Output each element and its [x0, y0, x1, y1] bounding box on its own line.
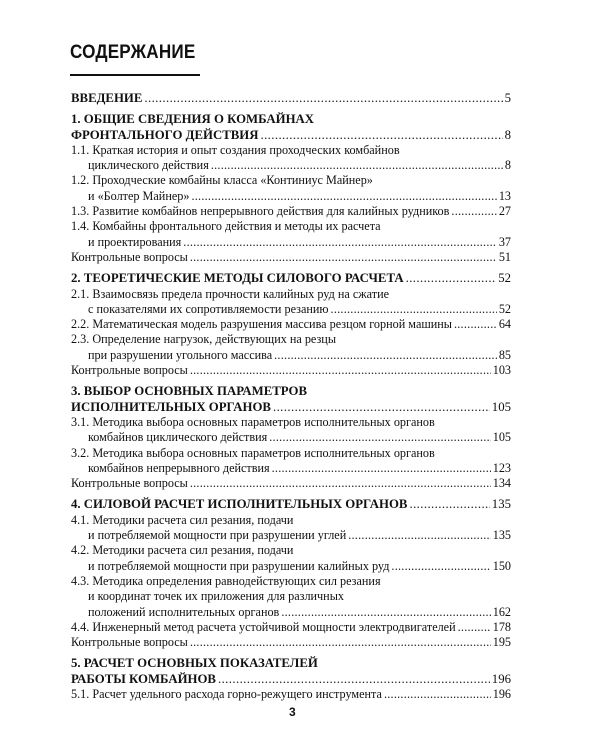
toc-entry-text: 2.3. Определение нагрузок, действующих на резцы	[71, 332, 337, 347]
toc-chapter-entry	[71, 112, 511, 143]
dot-leader	[348, 528, 491, 543]
toc-entry-text: 1.2. Проходческие комбайны класса «Континиус Майнер»	[71, 173, 373, 188]
toc-entry-text: 4.3. Методика определения равнодействующих сил резания	[71, 573, 381, 588]
toc-entry-text: ВВЕДЕНИЕ	[71, 91, 143, 105]
dot-leader	[218, 672, 490, 687]
toc-section-entry	[71, 513, 511, 544]
page-number: 3	[289, 705, 296, 719]
toc-entry-text: 2.1. Взаимосвязь предела прочности калийных руд на сжатие	[71, 286, 389, 301]
toc-page-number: 195	[492, 635, 511, 650]
toc-entry-text: и потребляемой мощности при разрушении калийных руд	[88, 558, 390, 573]
toc-section-entry	[71, 620, 511, 635]
toc-page-number: 135	[492, 528, 511, 543]
toc-entry-text: с показателями их сопротивляемости резанию	[88, 301, 329, 316]
dot-leader	[384, 687, 491, 702]
toc-entry-text: 4.1. Методики расчета сил резания, подачи	[71, 512, 294, 527]
page-heading: СОДЕРЖАНИЕ	[70, 42, 196, 63]
toc-section-entry	[71, 143, 511, 174]
dot-leader	[190, 476, 491, 491]
dot-leader	[273, 400, 490, 415]
dot-leader	[274, 348, 497, 363]
dot-leader	[454, 317, 497, 332]
toc-entry-text: и координат точек их приложения для различных	[88, 589, 344, 604]
dot-leader	[331, 302, 497, 317]
toc-chapter-entry	[71, 384, 511, 415]
toc-entry-text: 3.2. Методика выбора основных параметров исполнительных органов	[71, 445, 435, 460]
toc-page-number: 52	[498, 271, 511, 286]
toc-entry-text: 1. ОБЩИЕ СВЕДЕНИЯ О КОМБАЙНАХ	[71, 112, 315, 127]
toc-entry-text: Контрольные вопросы	[71, 249, 188, 264]
toc-entry-text: и проектирования	[88, 234, 182, 249]
toc-section-entry	[71, 446, 511, 477]
dot-leader	[451, 204, 496, 219]
toc-entry-text: комбайнов непрерывного действия	[88, 460, 270, 475]
dot-leader	[458, 620, 491, 635]
toc-page-number: 134	[492, 476, 511, 491]
toc-entry-text: и «Болтер Майнер»	[88, 188, 190, 203]
toc-review-entry	[71, 250, 511, 265]
toc-review-entry	[71, 635, 511, 650]
toc-entry-text: 5. РАСЧЕТ ОСНОВНЫХ ПОКАЗАТЕЛЕЙ	[71, 656, 318, 671]
toc-section-entry	[71, 204, 511, 219]
toc-page-number: 51	[498, 249, 511, 264]
toc-section-entry	[71, 687, 511, 702]
toc-entry-text: при разрушении угольного массива	[88, 347, 273, 362]
toc-entry-text: 4. СИЛОВОЙ РАСЧЕТ ИСПОЛНИТЕЛЬНЫХ ОРГАНОВ	[71, 497, 408, 512]
dot-leader	[144, 91, 502, 106]
toc-section-entry	[71, 317, 511, 332]
dot-leader	[409, 497, 489, 512]
toc-page-number: 123	[492, 460, 511, 475]
toc-page-number: 103	[492, 363, 511, 378]
toc-entry-text: 2. ТЕОРЕТИЧЕСКИЕ МЕТОДЫ СИЛОВОГО РАСЧЕТА	[71, 271, 404, 286]
toc-page-number: 13	[498, 188, 511, 203]
toc-entry-text: 3.1. Методика выбора основных параметров исполнительных органов	[71, 414, 435, 429]
toc-entry-text: 2.2. Математическая модель разрушения массива резцом горной машины	[71, 317, 452, 332]
toc-entry-text: 4.2. Методики расчета сил резания, подачи	[71, 543, 294, 558]
toc-entry-text: 3. ВЫБОР ОСНОВНЫХ ПАРАМЕТРОВ	[71, 384, 307, 399]
toc-page-number: 27	[498, 204, 511, 219]
toc-section-entry	[71, 332, 511, 363]
dot-leader	[211, 158, 503, 173]
dot-leader	[391, 559, 490, 574]
toc-entry-text: РАБОТЫ КОМБАЙНОВ	[71, 671, 216, 686]
toc-page-number: 37	[498, 234, 511, 249]
toc-page-number: 64	[498, 317, 511, 332]
toc-entry-text: комбайнов циклического действия	[88, 430, 268, 445]
dot-leader	[272, 461, 491, 476]
toc-page-number: 105	[491, 399, 511, 414]
dot-leader	[190, 250, 497, 265]
toc-section-entry	[71, 415, 511, 446]
dot-leader	[260, 128, 502, 143]
toc-entry-text: и потребляемой мощности при разрушении углей	[88, 528, 347, 543]
toc-entry-text: ФРОНТАЛЬНОГО ДЕЙСТВИЯ	[71, 127, 259, 142]
toc-section-entry	[71, 219, 511, 250]
dot-leader	[191, 189, 496, 204]
toc-page-number: 135	[491, 497, 511, 512]
toc-page-number: 196	[492, 686, 511, 701]
toc-page-number: 8	[504, 127, 511, 142]
toc-chapter-entry	[71, 91, 511, 106]
toc-review-entry	[71, 476, 511, 491]
toc-section-entry	[71, 543, 511, 574]
dot-leader	[190, 363, 491, 378]
toc-entry-text: 1.4. Комбайны фронтального действия и методы их расчета	[71, 219, 381, 234]
toc-section-entry	[71, 173, 511, 204]
toc-section-entry	[71, 287, 511, 318]
toc-page-number: 52	[498, 301, 511, 316]
heading-underline	[70, 74, 200, 76]
dot-leader	[406, 271, 497, 286]
toc-page-number: 162	[492, 604, 511, 619]
toc-page-number: 5	[504, 91, 511, 105]
toc-entry-text: Контрольные вопросы	[71, 635, 188, 650]
toc-chapter-entry	[71, 656, 511, 687]
toc-review-entry	[71, 363, 511, 378]
table-of-contents	[71, 91, 511, 702]
toc-entry-text: 5.1. Расчет удельного расхода горно-режущего инструмента	[71, 686, 382, 701]
toc-page-number: 8	[504, 158, 511, 173]
toc-entry-text: 1.3. Развитие комбайнов непрерывного действия для калийных рудников	[71, 204, 450, 219]
toc-chapter-entry	[71, 271, 511, 286]
toc-page-number: 85	[498, 347, 511, 362]
dot-leader	[183, 235, 497, 250]
dot-leader	[281, 605, 490, 620]
toc-entry-text: Контрольные вопросы	[71, 363, 188, 378]
toc-entry-text: циклического действия	[88, 158, 209, 173]
dot-leader	[269, 430, 490, 445]
toc-chapter-entry	[71, 497, 511, 512]
toc-page-number: 196	[491, 671, 511, 686]
dot-leader	[190, 635, 491, 650]
toc-section-entry	[71, 574, 511, 620]
toc-entry-text: 4.4. Инженерный метод расчета устойчивой мощности электродвигателей	[71, 619, 456, 634]
toc-entry-text: 1.1. Краткая история и опыт создания проходческих комбайнов	[71, 142, 400, 157]
toc-entry-text: положений исполнительных органов	[88, 604, 280, 619]
toc-page-number: 150	[492, 558, 511, 573]
toc-page-number: 105	[492, 430, 511, 445]
toc-page-number: 178	[492, 619, 511, 634]
toc-entry-text: Контрольные вопросы	[71, 476, 188, 491]
toc-entry-text: ИСПОЛНИТЕЛЬНЫХ ОРГАНОВ	[71, 399, 271, 414]
